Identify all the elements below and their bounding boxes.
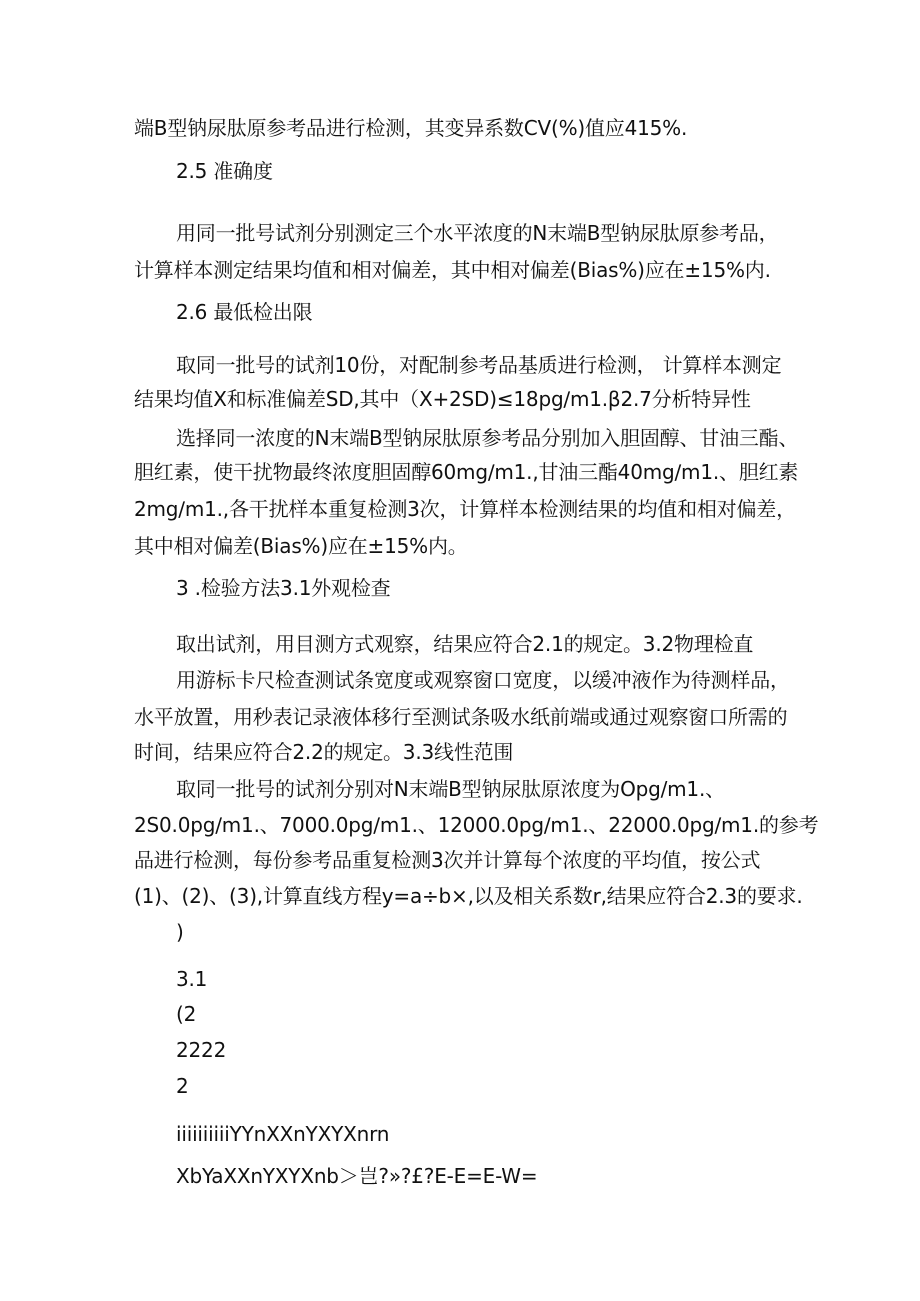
text-line: 结果均值X和标准偏差SD,其中（X+2SD)≤18pg∕m1.β2.7分析特异性 <box>134 387 751 411</box>
formula-fragment: (2 <box>176 1002 197 1026</box>
section-heading: 2.5 准确度 <box>176 159 273 183</box>
formula-fragment: 2222 <box>176 1038 227 1062</box>
text-line: 水平放置，用秒表记录液体移行至测试条吸水纸前端或通过观察窗口所需的 <box>134 705 788 729</box>
formula-fragment: ) <box>176 920 184 944</box>
text-line: 品进行检测，每份参考品重复检测3次并计算每个浓度的平均值，按公式 <box>134 848 761 872</box>
text-line: 时间，结果应符合2.2的规定。3.3线性范围 <box>134 740 514 764</box>
text-line: 选择同一浓度的N末端B型钠尿肽原参考品分别加入胆固醇、甘油三酯、 <box>176 426 799 450</box>
text-line: 端B型钠尿肽原参考品进行检测，其变异系数CV(%)值应415%. <box>134 116 688 140</box>
text-line: 胆红素，使干扰物最终浓度胆固醇60mg∕m1.,甘油三酯40mg∕m1.、胆红素 <box>134 460 799 484</box>
formula-fragment: 3.1 <box>176 967 208 991</box>
section-heading: 3 .检验方法3.1外观检查 <box>176 576 391 600</box>
text-line: 取同一批号的试剂10份，对配制参考品基质进行检测， 计算样本测定 <box>176 353 782 377</box>
formula-fragment: XbYaXXnYXYXnb＞岂?»?£?E-E=E-W= <box>176 1164 538 1188</box>
section-heading: 2.6 最低检出限 <box>176 300 313 324</box>
text-line: 计算样本测定结果均值和相对偏差，其中相对偏差(Bias%)应在±15%内. <box>134 258 771 282</box>
text-line: 2S0.0pg∕m1.、7000.0pg∕m1.、12000.0pg∕m1.、22000.0pg∕m1.的参考 <box>134 813 819 837</box>
text-line: 其中相对偏差(Bias%)应在±15%内。 <box>134 534 468 558</box>
formula-fragment: iiiiiiiiiiYYnXXnYXYXnrn <box>176 1122 390 1146</box>
text-line: 取同一批号的试剂分别对N末端B型钠尿肽原浓度为Opg/m1.、 <box>176 777 725 801</box>
formula-fragment: 2 <box>176 1074 189 1098</box>
text-line: 取出试剂，用目测方式观察，结果应符合2.1的规定。3.2物理检直 <box>176 632 754 656</box>
text-line: 2mg∕m1.,各干扰样本重复检测3次，计算样本检测结果的均值和相对偏差， <box>134 497 796 521</box>
text-line: 用游标卡尺检查测试条宽度或观察窗口宽度，以缓冲液作为待测样品， <box>176 668 790 692</box>
text-line: 用同一批号试剂分别测定三个水平浓度的N末端B型钠尿肽原参考品， <box>176 221 779 245</box>
text-line: (1)、(2)、(3),计算直线方程y=a÷b×,以及相关系数r,结果应符合2.3的要求. <box>134 884 803 908</box>
